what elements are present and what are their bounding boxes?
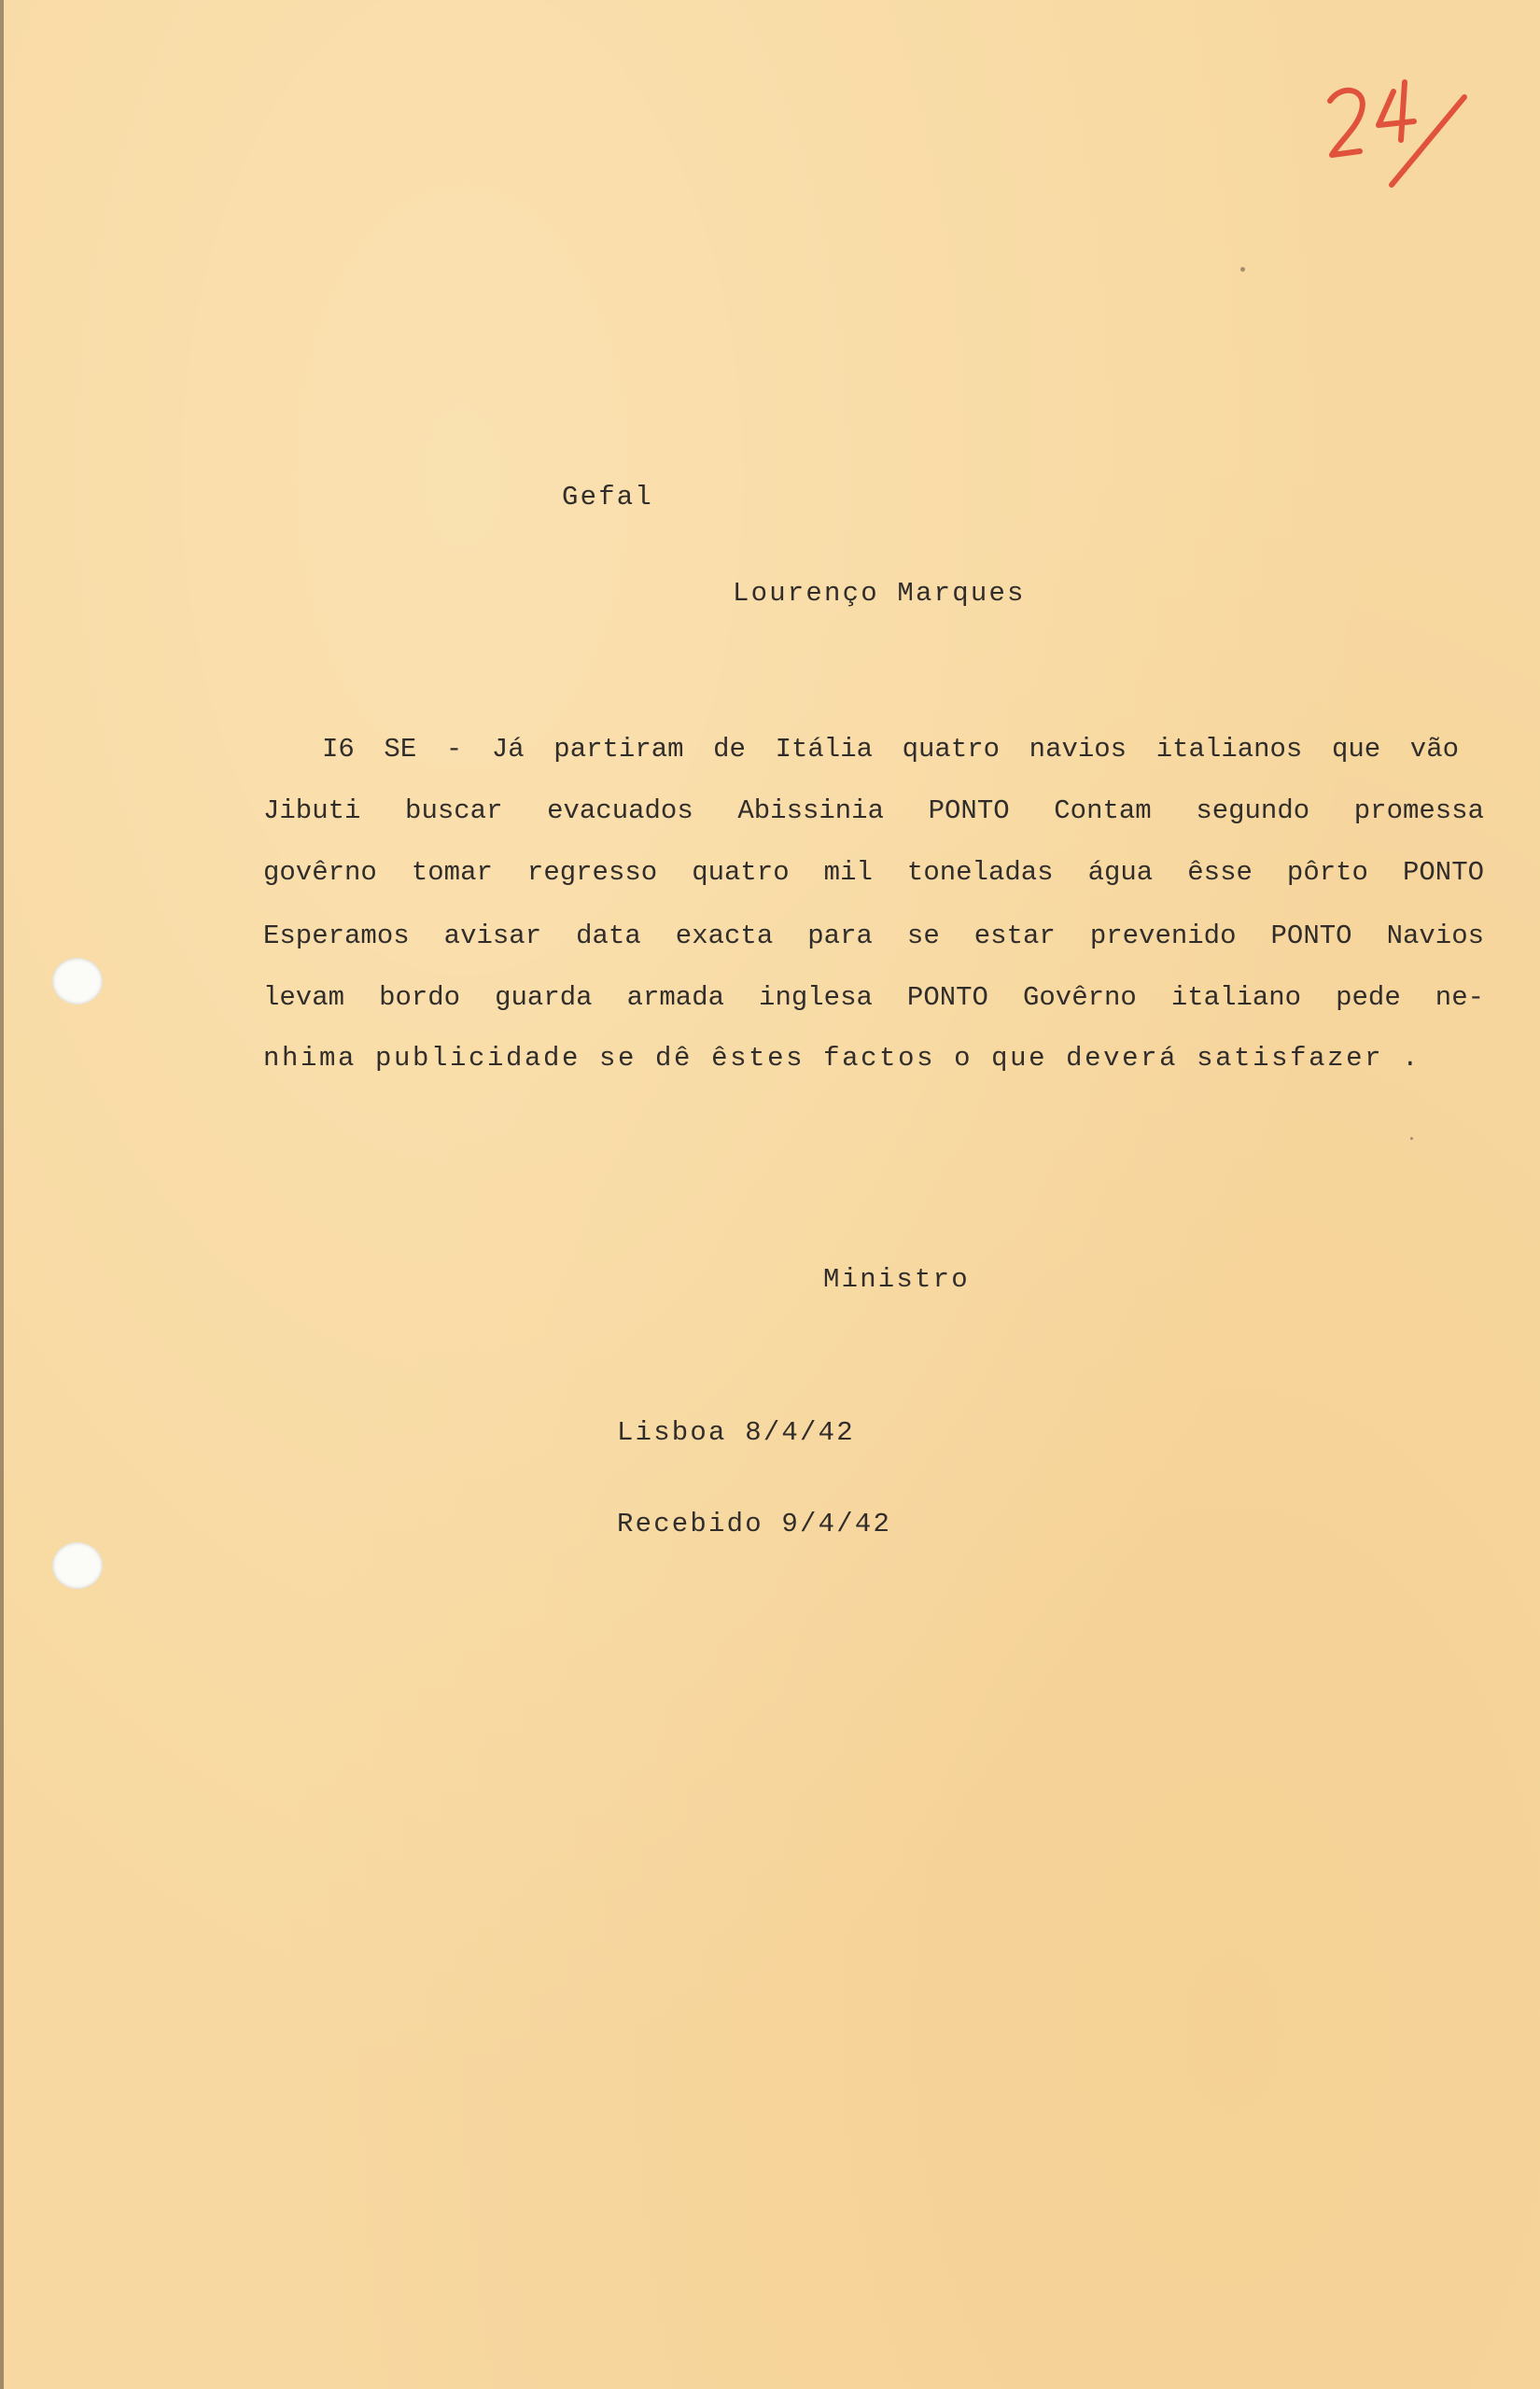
telegram-body-line-6: nhima publicidade se dê êstes factos o que deverá satisfazer . bbox=[263, 1043, 1421, 1074]
signature: Ministro bbox=[823, 1264, 970, 1295]
telegram-body-line-4: Esperamos avisar data exacta para se estar prevenido PONTO Navios bbox=[263, 920, 1484, 951]
telegram-body-line-1: I6 SE - Já partiram de Itália quatro navios italianos que vão bbox=[322, 734, 1459, 765]
telegram-body-line-2: Jibuti buscar evacuados Abissinia PONTO Contam segundo promessa bbox=[263, 795, 1484, 826]
telegram-body-line-3: govêrno tomar regresso quatro mil toneladas água êsse pôrto PONTO bbox=[263, 857, 1484, 888]
paper-speck bbox=[1410, 1137, 1413, 1140]
telegram-body-line-5: levam bordo guarda armada inglesa PONTO Govêrno italiano pede ne- bbox=[263, 982, 1484, 1013]
paper-speck bbox=[1240, 267, 1245, 272]
sent-place-date: Lisboa 8/4/42 bbox=[617, 1417, 855, 1448]
folio-number-mark bbox=[1311, 75, 1489, 196]
punch-hole-top bbox=[52, 958, 103, 1005]
addressee: Gefal bbox=[562, 482, 654, 513]
punch-hole-bottom bbox=[52, 1542, 103, 1589]
destination: Lourenço Marques bbox=[733, 578, 1026, 609]
received-date: Recebido 9/4/42 bbox=[617, 1509, 892, 1539]
page-edge-shadow bbox=[0, 0, 4, 2389]
